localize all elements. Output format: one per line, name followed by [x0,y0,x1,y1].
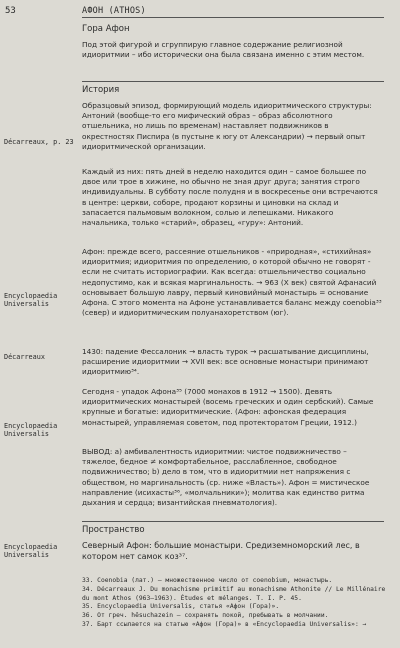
footnotes [82,577,392,630]
intro-paragraph: Под этой фигурой и сгруппирую главное содержание религиозной идиоритмии – ибо исторически она была связана именно с этим местом. [82,40,365,60]
section-title-mountain: Гора Афон [82,24,130,34]
paragraph-1: Образцовый эпизод, формирующий модель идиоритмического структуры: Антоний (вообще-то его мифический образ – образ абсолютного отшельника, но лишь по временам) наставляет подвижников в окрестностях Писпира (в пустыне к югу от Александрии) → первый опыт идиоритмической организации. [82,101,372,151]
paragraph-3: Афон: прежде всего, рассеяние отшельников - «природная», «стихийная» идиоритмия; идиоритмия по определению, о которой обычно не говорят - если не считать историографии. Как всегда: отшельничество социально недопустимо, как и всякая маргинальность. → 963 (X век) святой Афанасий основывает большую лавру, первый киновийный монастырь = основание Афона. С этого момента на Афоне устанавливается баланс между coenobia³³ (север) и идиоритмическим полуанахоретством (юг). [82,247,382,318]
running-head: АФОН (ATHOS) [82,6,146,16]
footnote: 35. Encyclopaedia Universalis, статья «Афон (Гора)». [82,603,280,611]
footnote: 33. Coenobia (лат.) – множественное число от coenobium, монастырь. [82,577,333,584]
footnote: 37. Барт ссылается на статью «Афон (Гора)» в «Encyclopaedia Universalis»: → [82,620,367,628]
margin-note: Encyclopaedia Universalis [4,543,58,560]
paragraph-5: Сегодня - упадок Афона³⁵ (7000 монахов в 1912 → 1500). Девять идиоритмических монастырей (восемь греческих и один сербский). Самые крупные и богатые: идиоритмические. (Афон: афонская федерация монастырей, управляемая советом, под протекторатом Греции, 1912.) [82,387,374,427]
section-title-space: Пространство [82,525,145,535]
header-rule [82,17,384,18]
margin-note: Encyclopaedia Universalis [4,292,58,309]
paragraph-4: 1430: падение Фессалоник → власть турок → расшатывание дисциплины, расширение идиоритмии → XVII век: все основные монастыри принимают идиоритмию³⁴. [82,347,369,377]
section-rule [82,521,384,522]
margin-note: Encyclopaedia Universalis [4,422,58,439]
paragraph-2: Каждый из них: пять дней в неделю находится один – самое большее по двое или трое в хижине, но обычно не зная друг друга; занятия строго индивидуальны. В субботу после полудня и в воскресенье они встречаются в центре: церкви, соборе, продают корзины и циновки на склад и запасается пальмовым волокном, солью и лепешками. Никакого начальника, только «старий», образец, «гуру»: Антоний. [82,167,378,228]
footnote: 34. Décarreaux J. Du monachisme primitif au monachisme Athonite // Le Millénaire du mont Athos (963–1963). Études et mélanges. T. I. P. 45. [82,585,386,602]
paragraph-6: ВЫВОД: а) амбивалентность идиоритмии: чистое подвижничество – тяжелое, бедное ≠ комфортабельное, расслабленное, свободное подвижничество; b) дело в том, что в идиоритмии нет напряжения с обществом, но маргинальность (ср. ниже «Власть»). Афон = мистическое направление (исихасты³⁶, «молчальники»); молитва как единство ритма дыхания и сердца; византийская пневматология). [82,447,370,508]
section-title-history: История [82,85,120,95]
space-paragraph: Северный Афон: большие монастыри. Средиземноморский лес, в котором нет самок коз³⁷. [82,541,360,561]
margin-note: Décarreaux, p. 23 [4,138,74,146]
margin-note: Décarreaux [4,353,45,361]
footnote: 36. От греч. hēsuchazein – сохранять покой, пребывать в молчании. [82,612,329,620]
page-number: 53 [5,6,16,16]
section-rule [82,81,384,82]
